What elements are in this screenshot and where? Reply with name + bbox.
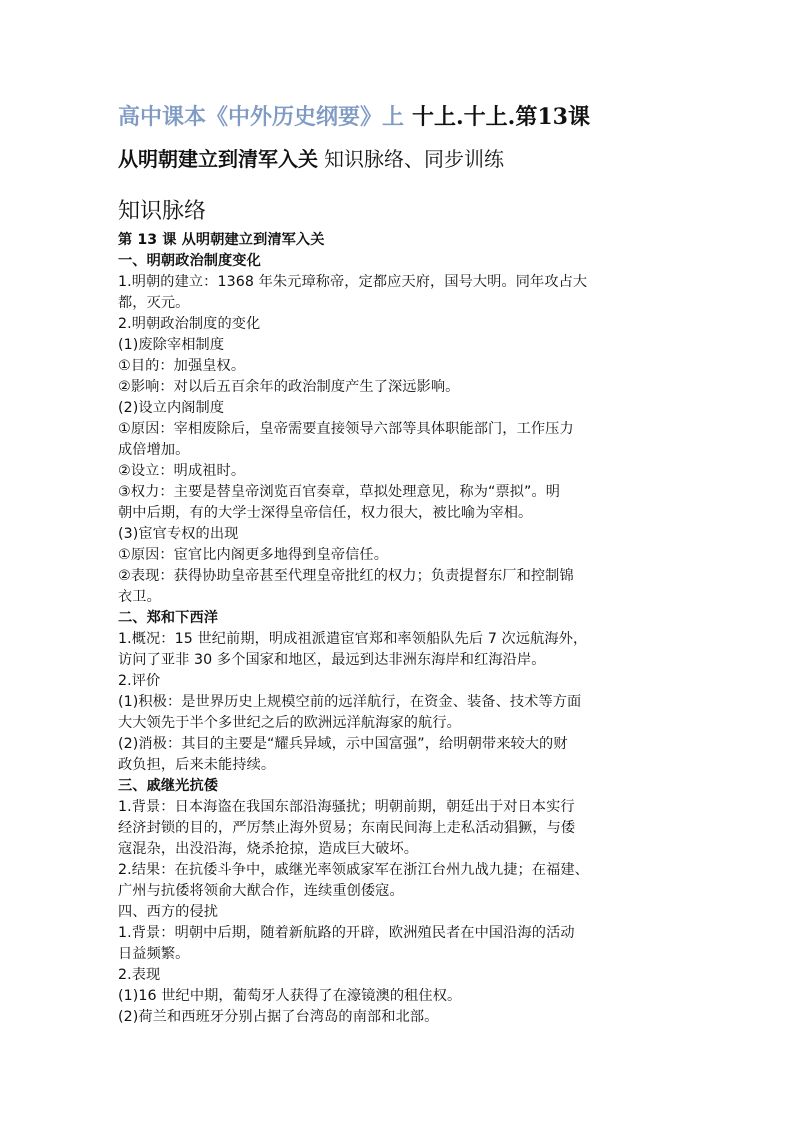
content-text-line: 日益频繁。 <box>118 946 190 962</box>
content-text-line: 朝中后期，有的大学士深得皇帝信任，权力很大，被比喻为宰相。 <box>118 505 533 521</box>
content-text-line: (2)荷兰和西班牙分别占据了台湾岛的南部和北部。 <box>118 1009 439 1025</box>
content-text-line: (1)积极：是世界历史上规模空前的远洋航行，在资金、装备、技术等方面 <box>118 694 582 710</box>
content-text-line: 1.明朝的建立：1368 年朱元璋称帝，定都应天府，国号大明。同年攻占大 <box>118 274 588 290</box>
content-text-line: ①原因：宰相废除后，皇帝需要直接领导六部等具体职能部门，工作压力 <box>118 421 574 437</box>
content-text-line: 四、西方的侵扰 <box>118 904 219 920</box>
subtitle-lesson-topic: 从明朝建立到清军入关 <box>118 147 318 171</box>
subtitle-section-types: 知识脉络、同步训练 <box>324 147 504 171</box>
content-text-line: 都，灭元。 <box>118 295 190 311</box>
content-heading-line: 第 13 课 从明朝建立到清军入关 <box>118 232 325 248</box>
content-text-line: 2.表现 <box>118 967 161 983</box>
content-text-line: 经济封锁的目的，严厉禁止海外贸易；东南民间海上走私活动猖獗，与倭 <box>118 820 576 836</box>
content-heading-line: 二、郑和下西洋 <box>118 610 219 626</box>
content-text-line: ①原因：宦官比内阁更多地得到皇帝信任。 <box>118 547 388 563</box>
content-text-line: 政负担，后来未能持续。 <box>118 757 276 773</box>
content-text-line: 广州与抗倭将领俞大猷合作，连续重创倭寇。 <box>118 883 404 899</box>
content-text-line: (1)废除宰相制度 <box>118 337 225 353</box>
title-course-name: 高中课本《中外历史纲要》上 <box>118 104 405 130</box>
content-text-line: ①目的：加强皇权。 <box>118 358 246 374</box>
content-text-line: ②设立：明成祖时。 <box>118 463 246 479</box>
content-heading-line: 三、戚继光抗倭 <box>118 778 219 794</box>
content-text-line: (2)消极：其目的主要是“耀兵异域，示中国富强”，给明朝带来较大的财 <box>118 736 568 752</box>
content-text-line: ②影响：对以后五百余年的政治制度产生了深远影响。 <box>118 379 460 395</box>
content-text-line: 2.评价 <box>118 673 161 689</box>
content-body <box>118 230 678 1028</box>
document-subtitle <box>118 144 678 174</box>
content-text-line: 访问了亚非 30 多个国家和地区，最远到达非洲东海岸和红海沿岸。 <box>118 652 546 668</box>
content-text-line: 衣卫。 <box>118 589 161 605</box>
section-heading: 知识脉络 <box>118 199 207 224</box>
content-text-line: (3)宦官专权的出现 <box>118 526 239 542</box>
content-text-line: (1)16 世纪中期，葡萄牙人获得了在濠镜澳的租住权。 <box>118 988 462 1004</box>
content-heading-line: 一、明朝政治制度变化 <box>118 253 261 269</box>
title-lesson-number: 十上.十上.第13课 <box>412 104 590 130</box>
content-text-line: 1.背景：明朝中后期，随着新航路的开辟，欧洲殖民者在中国沿海的活动 <box>118 925 575 941</box>
document-page <box>118 100 678 1028</box>
content-text-line: 2.明朝政治制度的变化 <box>118 316 261 332</box>
content-text-line: 1.概况：15 世纪前期，明成祖派遣宦官郑和率领船队先后 7 次远航海外， <box>118 631 588 647</box>
content-text-line: (2)设立内阁制度 <box>118 400 225 416</box>
content-text-line: 2.结果：在抗倭斗争中，戚继光率领戚家军在浙江台州九战九捷；在福建、 <box>118 862 589 878</box>
content-text-line: 大大领先于半个多世纪之后的欧洲远洋航海家的航行。 <box>118 715 461 731</box>
content-text-line: 成倍增加。 <box>118 442 190 458</box>
content-text-line: 1.背景：日本海盗在我国东部沿海骚扰；明朝前期，朝廷出于对日本实行 <box>118 799 575 815</box>
document-title <box>118 100 678 134</box>
content-text-line: ③权力：主要是替皇帝浏览百官奏章，草拟处理意见，称为“票拟”。明 <box>118 484 561 500</box>
content-text-line: ②表现：获得协助皇帝甚至代理皇帝批红的权力；负责提督东厂和控制锦 <box>118 568 574 584</box>
content-text-line: 寇混杂，出没沿海，烧杀抢掠，造成巨大破坏。 <box>118 841 419 857</box>
